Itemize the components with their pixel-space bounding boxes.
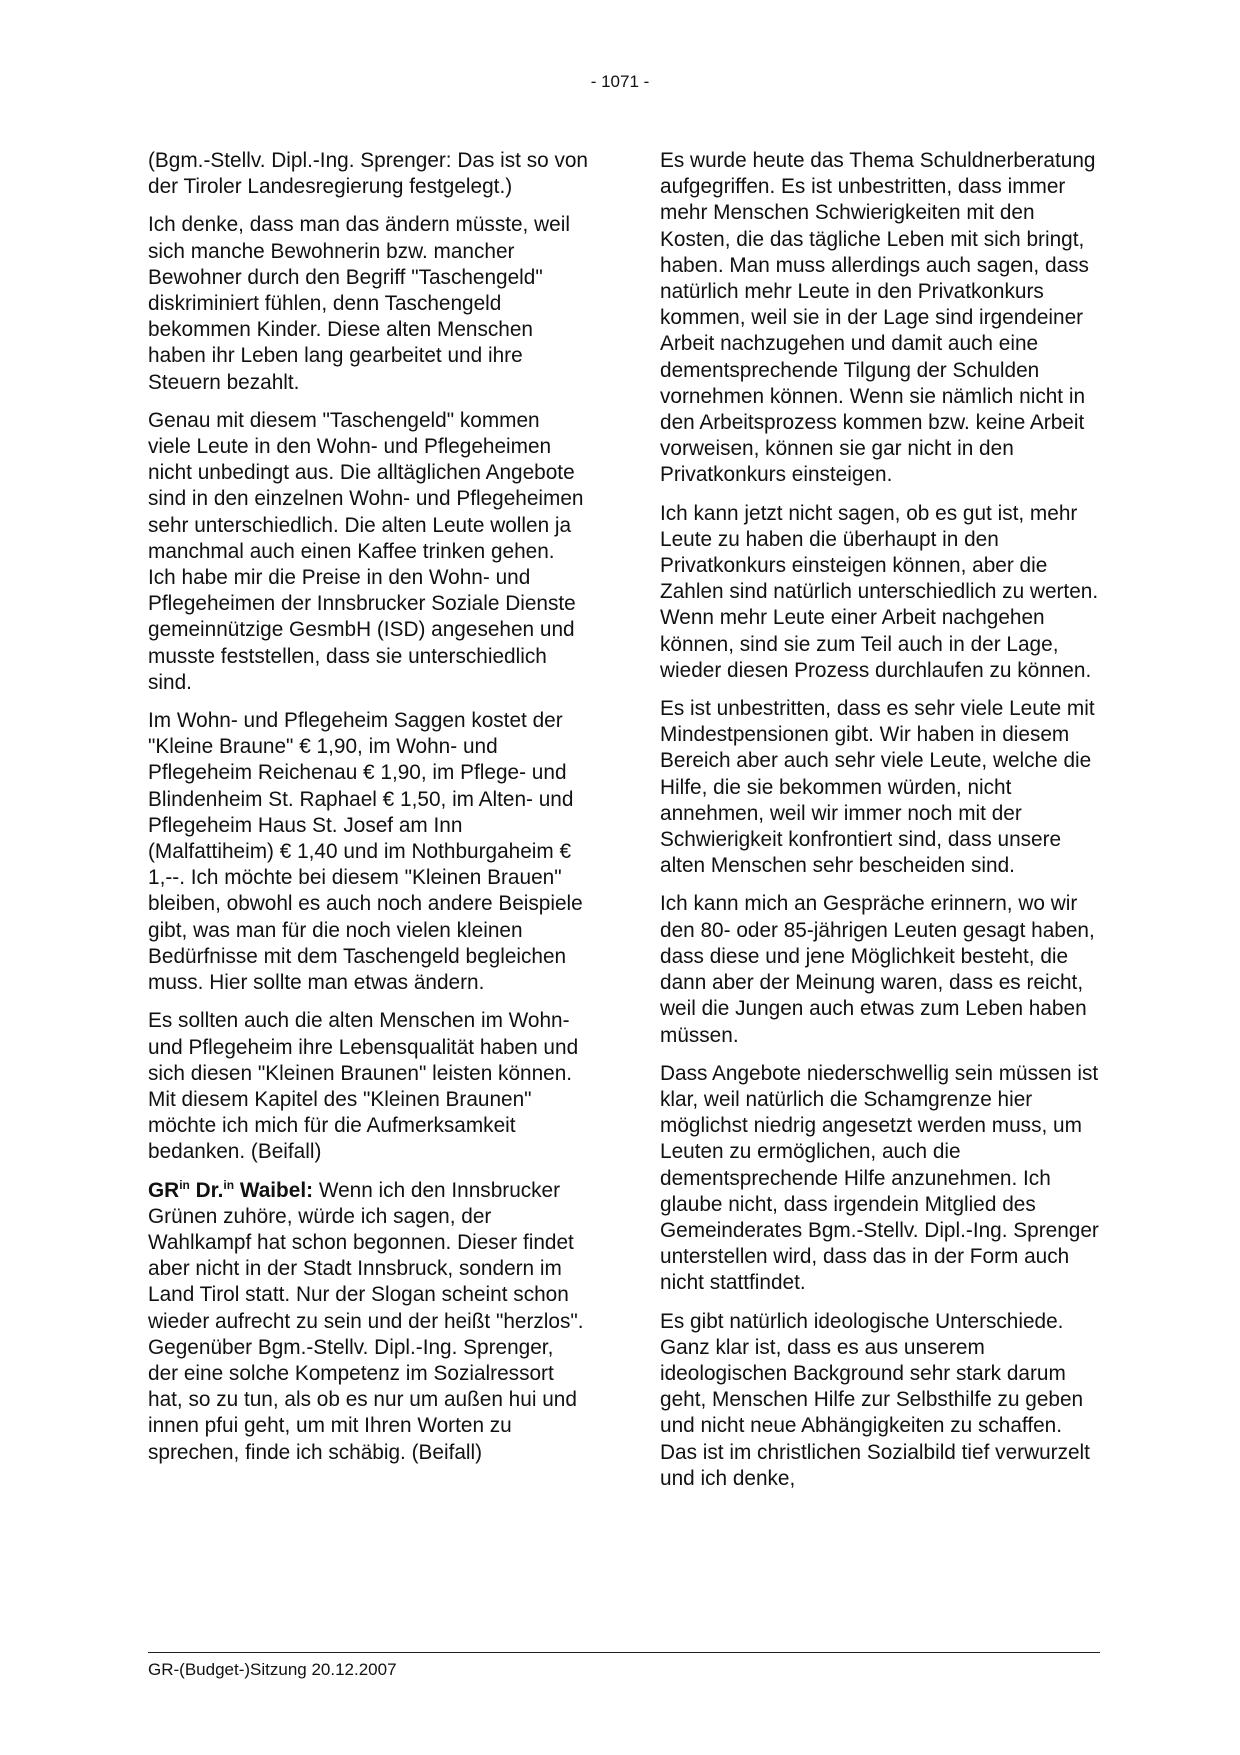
speaker-title-gr: GR [148, 1178, 180, 1202]
paragraph: Ich denke, dass man das ändern müsste, weil sich manche Bewohnerin bzw. mancher Bewohner durch den Begriff "Taschengeld" diskriminiert fühlen, denn Taschengeld bekommen Kinder. Diese alten Menschen haben ihr Leben lang gearbeitet und ihre Steuern bezahlt. [148, 213, 570, 394]
speaker-title-dr-suffix: in [223, 1177, 235, 1192]
paragraph: Es sollten auch die alten Menschen im Wohn- und Pflegeheim ihre Lebensqualität haben und sich diesen "Kleinen Braunen" leisten können. Mit diesem Kapitel des "Kleinen Braunen" möchte ich mich für die Aufmerksamkeit bedanken. (Beifall) [148, 1009, 579, 1164]
speaker-name: Waibel: [239, 1178, 314, 1202]
paragraph: Es gibt natürlich ideologische Unterschiede. Ganz klar ist, dass es aus unserem ideologischen Background sehr stark darum geht, Menschen Hilfe zur Selbsthilfe zu geben und nicht neue Abhängigkeiten zu schaffen. Das ist im christlichen Sozialbild tief verwurzelt und ich denke, [660, 1309, 1090, 1490]
speaker-title-dr: Dr. [195, 1178, 224, 1202]
left-column [148, 148, 588, 1478]
speaker-paragraph [148, 1178, 588, 1466]
paragraph: Es wurde heute das Thema Schuldnerberatung aufgegriffen. Es ist unbestritten, dass immer mehr Menschen Schwierigkeiten mit den Kosten, die das tägliche Leben mit sich bringt, haben. Man muss allerdings auch sagen, dass natürlich mehr Leute in den Privatkonkurs kommen, weil sie in der Lage sind irgendeiner Arbeit nachzugehen und damit auch eine dementsprechende Tilgung der Schulden vornehmen können. Wenn sie nämlich nicht in den Arbeitsprozess kommen bzw. keine Arbeit vorweisen, können sie gar nicht in den Privatkonkurs einsteigen. [660, 149, 1096, 487]
paragraph: Im Wohn- und Pflegeheim Saggen kostet der "Kleine Braune" € 1,90, im Wohn- und Pflegeheim Reichenau € 1,90, im Pflege- und Blindenheim St. Raphael € 1,50, im Alten- und Pflegeheim Haus St. Josef am Inn (Malfattiheim) € 1,40 und im Nothburgaheim € 1,--. Ich möchte bei diesem "Kleinen Brauen" bleiben, obwohl es auch noch andere Beispiele gibt, was man für die noch vielen kleinen Bedürfnisse mit dem Taschengeld begleichen muss. Hier sollte man etwas ändern. [148, 709, 583, 995]
footer-text: GR-(Budget-)Sitzung 20.12.2007 [148, 1660, 397, 1679]
footer-rule [148, 1652, 1100, 1653]
paragraph: Es ist unbestritten, dass es sehr viele Leute mit Mindestpensionen gibt. Wir haben in diesem Bereich aber auch sehr viele Leute, welche die Hilfe, die sie bekommen würden, nicht annehmen, weil wir immer noch mit der Schwierigkeit konfrontiert sind, dass unsere alten Menschen sehr bescheiden sind. [660, 697, 1095, 878]
speaker-text: Wenn ich den Innsbrucker Grünen zuhöre, würde ich sagen, der Wahlkampf hat schon begonnen. Dieser findet aber nicht in der Stadt Innsbruck, sondern im Land Tirol statt. Nur der Slogan scheint schon wieder aufrecht zu sein und der heißt "herzlos". Gegenüber Bgm.-Stellv. Dipl.-Ing. Sprenger, der eine solche Kompetenz im Sozialressort hat, so zu tun, als ob es nur um außen hui und innen pfui geht, um mit Ihren Worten zu sprechen, finde ich schäbig. (Beifall) [148, 1178, 584, 1464]
right-column [660, 148, 1100, 1504]
page-number: - 1071 - [590, 72, 650, 91]
paragraph: Dass Angebote niederschwellig sein müssen ist klar, weil natürlich die Schamgrenze hier möglichst niedrig angesetzt werden muss, um Leuten zu ermöglichen, auch die dementsprechende Hilfe anzunehmen. Ich glaube nicht, dass irgendein Mitglied des Gemeinderates Bgm.-Stellv. Dipl.-Ing. Sprenger unterstellen wird, dass das in der Form auch nicht stattfindet. [660, 1061, 1099, 1295]
speaker-title-gr-suffix: in [179, 1177, 190, 1192]
paragraph: (Bgm.-Stellv. Dipl.-Ing. Sprenger: Das ist so von der Tiroler Landesregierung festgelegt.) [148, 149, 588, 199]
paragraph: Genau mit diesem "Taschengeld" kommen viele Leute in den Wohn- und Pflegeheimen nicht unbedingt aus. Die alltäglichen Angebote sind in den einzelnen Wohn- und Pflegeheimen sehr unterschiedlich. Die alten Leute wollen ja manchmal auch einen Kaffee trinken gehen. Ich habe mir die Preise in den Wohn- und Pflegeheimen der Innsbrucker Soziale Dienste gemeinnützige GesmbH (ISD) angesehen und musste feststellen, dass sie unterschiedlich sind. [148, 408, 584, 694]
paragraph: Ich kann mich an Gespräche erinnern, wo wir den 80- oder 85-jährigen Leuten gesagt haben, dass diese und jene Möglichkeit besteht, die dann aber der Meinung waren, dass es reicht, weil die Jungen auch etwas zum Leben haben müssen. [660, 892, 1095, 1047]
paragraph: Ich kann jetzt nicht sagen, ob es gut ist, mehr Leute zu haben die überhaupt in den Privatkonkurs einsteigen können, aber die Zahlen sind natürlich unterschiedlich zu werten. Wenn mehr Leute einer Arbeit nachgehen können, sind sie zum Teil auch in der Lage, wieder diesen Prozess durchlaufen zu können. [660, 501, 1099, 682]
speaker-label [148, 1179, 313, 1202]
